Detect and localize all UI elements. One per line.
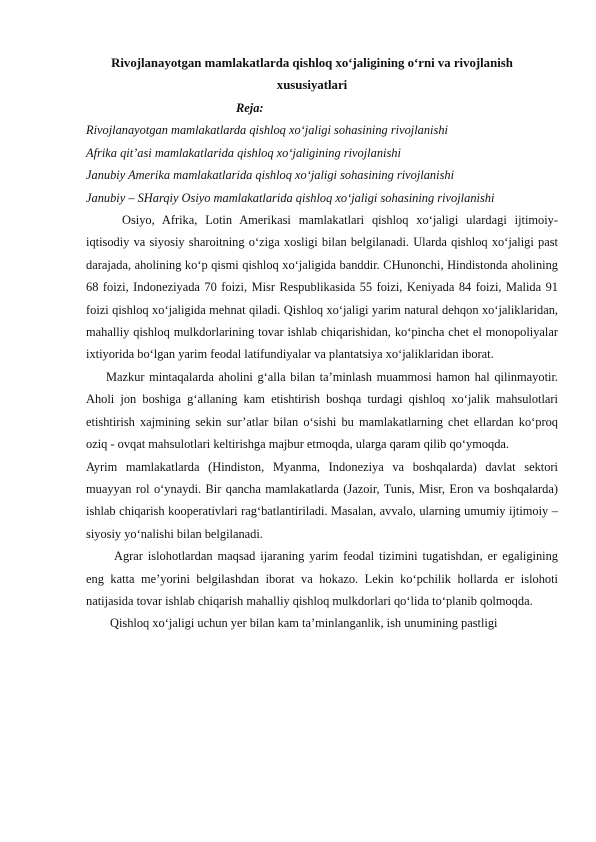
plan-item: Janubiy Amerika mamlakatlarida qishloq xo‘jaligi sohasining rivojlanishi [86, 168, 455, 183]
body-paragraph: Osiyo, Afrika, Lotin Amerikasi mamlakatlari qishloq xo‘jaligi ulardagi ijtimoiy-iqtisodiy va siyosiy sharoitning o‘ziga xosligi bilan belgilanadi. Ularda qishloq xo‘jaligi past darajada, aholining ko‘p qismi qishloq xo‘jaligida banddir. CHunonchi, Hindistonda aholining 68 foizi, Indoneziyada 70 foizi, Misr Respublikasida 55 foizi, Keniyada 84 foizi, Malida 91 foizi qishloq xo‘jaligida mehnat qiladi. Qishloq xo‘jaligi yarim natural dehqon xo‘jaliklaridan, mahalliy qishloq mulkdorlarining tovar ishlab chiqarishidan, ko‘pincha chet el monopoliyalar ixtiyorida bo‘lgan yarim feodal latifundiyalar va plantatsiya xo‘jaliklaridan iborat. [86, 213, 558, 362]
title-line-1: Rivojlanayotgan mamlakatlarda qishloq xo‘jaligining o‘rni va rivojlanish [111, 56, 513, 70]
plan-item: Afrika qit’asi mamlakatlarida qishloq xo‘jaligining rivojlanishi [86, 145, 401, 160]
document-title [66, 52, 558, 96]
plan-item: Janubiy – SHarqiy Osiyo mamlakatlarida qishloq xo‘jaligi sohasining rivojlanishi [86, 190, 495, 205]
plan-item: Rivojlanayotgan mamlakatlarda qishloq xo‘jaligi sohasining rivojlanishi [86, 123, 448, 138]
plan-heading: Reja: [236, 101, 264, 115]
title-line-2: xususiyatlari [276, 78, 348, 92]
body-paragraph: Mazkur mintaqalarda aholini g‘alla bilan ta’minlash muammosi hamon hal qilinmayotir. Aholi jon boshiga g‘allaning kam etishtirish boshqa turdagi qishloq xo‘jalik mahsulotlari etishtirish xajmining sekin sur’atlar bilan o‘sishi bu mamlakatlarning chet ellardan ko‘proq oziq - ovqat mahsulotlari keltirishga majbur etmoqda, ularga qaram qilib qo‘ymoqda. [86, 369, 558, 452]
body-paragraph: Ayrim mamlakatlarda (Hindiston, Myanma, Indoneziya va boshqalarda) davlat sektori muayyan rol o‘ynaydi. Bir qancha mamlakatlarda (Jazoir, Tunis, Misr, Eron va boshqalarda) ishlab chiqarish kooperativlari rag‘batlantiriladi. Masalan, avvalo, ularning umumiy ijtimoiy – siyosiy yo‘nalishi bilan belgilanadi. [86, 459, 558, 541]
plan-list [86, 119, 558, 209]
body-paragraph: Qishloq xo‘jaligi uchun yer bilan kam ta’minlanganlik, ish unumining pastligi [110, 616, 498, 631]
body-paragraph: Agrar islohotlardan maqsad ijaraning yarim feodal tizimini tugatishdan, er egaligining eng katta me’yorini belgilashdan iborat va hokazo. Lekin ko‘pchilik hollarda er islohoti natijasida tovar ishlab chiqarish mahalliy qishloq mulkdorlari qo‘lida to‘planib qolmoqda. [86, 549, 558, 608]
